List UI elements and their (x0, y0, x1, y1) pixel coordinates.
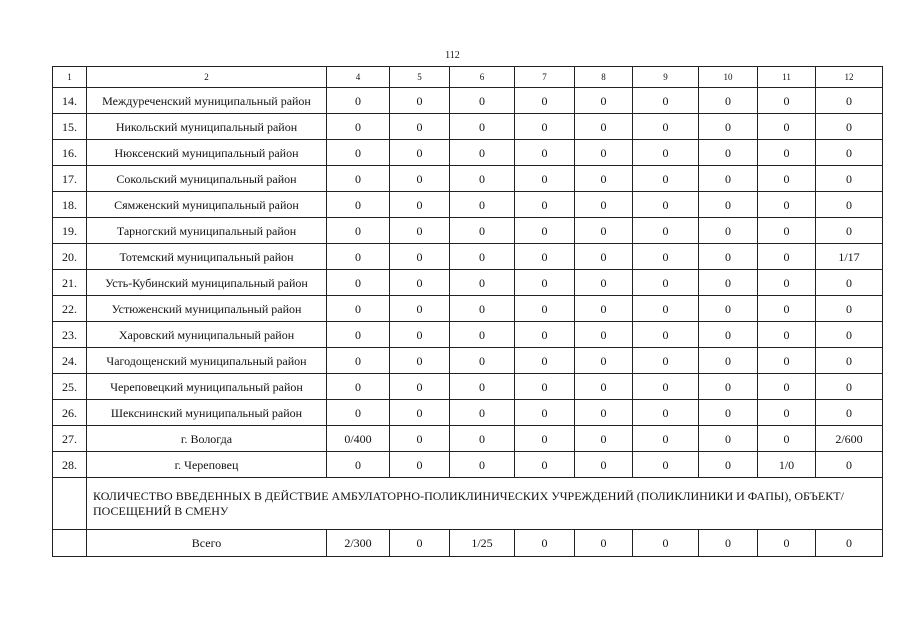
value-cell: 0 (327, 348, 390, 374)
value-cell: 0 (515, 218, 575, 244)
total-label: Всего (87, 530, 327, 557)
value-cell: 0 (699, 244, 758, 270)
value-cell: 0 (633, 400, 699, 426)
value-cell: 1/0 (758, 452, 816, 478)
value-cell: 0 (816, 270, 883, 296)
district-name: Сямженский муниципальный район (87, 192, 327, 218)
district-name: Череповецкий муниципальный район (87, 374, 327, 400)
row-number: 27. (53, 426, 87, 452)
table-row (53, 400, 883, 426)
value-cell: 0 (450, 192, 515, 218)
value-cell: 0 (758, 348, 816, 374)
value-cell: 0 (575, 322, 633, 348)
column-number: 4 (327, 67, 390, 88)
column-number-row (53, 67, 883, 88)
section-heading-row (53, 478, 883, 530)
value-cell: 0 (327, 192, 390, 218)
value-cell: 0 (450, 348, 515, 374)
table-row (53, 140, 883, 166)
value-cell: 0 (515, 426, 575, 452)
value-cell: 0 (515, 400, 575, 426)
value-cell: 0 (575, 192, 633, 218)
district-name: Харовский муниципальный район (87, 322, 327, 348)
value-cell: 0 (758, 296, 816, 322)
value-cell: 0 (575, 270, 633, 296)
value-cell: 0 (390, 322, 450, 348)
value-cell: 0 (816, 192, 883, 218)
value-cell: 0 (515, 322, 575, 348)
value-cell: 2/600 (816, 426, 883, 452)
data-table (52, 66, 883, 557)
value-cell: 0/400 (327, 426, 390, 452)
row-number: 15. (53, 114, 87, 140)
value-cell: 0 (758, 192, 816, 218)
column-number: 2 (87, 67, 327, 88)
row-number: 25. (53, 374, 87, 400)
value-cell: 0 (633, 88, 699, 114)
total-row (53, 530, 883, 557)
value-cell: 0 (633, 270, 699, 296)
value-cell: 0 (699, 218, 758, 244)
value-cell: 0 (390, 140, 450, 166)
value-cell: 0 (327, 452, 390, 478)
value-cell: 0 (575, 88, 633, 114)
value-cell: 0 (816, 348, 883, 374)
row-number: 18. (53, 192, 87, 218)
value-cell: 0 (327, 270, 390, 296)
table-row (53, 348, 883, 374)
value-cell: 0 (633, 114, 699, 140)
value-cell: 0 (633, 348, 699, 374)
value-cell: 0 (816, 400, 883, 426)
value-cell: 0 (515, 114, 575, 140)
value-cell: 0 (699, 270, 758, 296)
value-cell: 0 (758, 322, 816, 348)
empty-cell (53, 530, 87, 557)
row-number: 28. (53, 452, 87, 478)
district-name: г. Череповец (87, 452, 327, 478)
value-cell: 0 (450, 296, 515, 322)
row-number: 16. (53, 140, 87, 166)
total-value-cell: 0 (575, 530, 633, 557)
value-cell: 0 (758, 218, 816, 244)
value-cell: 0 (633, 244, 699, 270)
table-row (53, 426, 883, 452)
value-cell: 0 (515, 452, 575, 478)
value-cell: 0 (758, 426, 816, 452)
value-cell: 0 (390, 374, 450, 400)
value-cell: 0 (699, 296, 758, 322)
row-number: 17. (53, 166, 87, 192)
column-number: 8 (575, 67, 633, 88)
district-name: Тарногский муниципальный район (87, 218, 327, 244)
value-cell: 0 (390, 192, 450, 218)
total-value-cell: 2/300 (327, 530, 390, 557)
district-name: Тотемский муниципальный район (87, 244, 327, 270)
row-number: 20. (53, 244, 87, 270)
value-cell: 0 (450, 244, 515, 270)
value-cell: 0 (758, 140, 816, 166)
value-cell: 0 (515, 296, 575, 322)
column-number: 7 (515, 67, 575, 88)
value-cell: 0 (450, 114, 515, 140)
column-number: 9 (633, 67, 699, 88)
district-name: Сокольский муниципальный район (87, 166, 327, 192)
row-number: 23. (53, 322, 87, 348)
table-row (53, 374, 883, 400)
column-number: 10 (699, 67, 758, 88)
value-cell: 0 (699, 322, 758, 348)
district-name: Никольский муниципальный район (87, 114, 327, 140)
value-cell: 0 (450, 88, 515, 114)
table-row (53, 452, 883, 478)
column-number: 11 (758, 67, 816, 88)
table-row (53, 296, 883, 322)
value-cell: 0 (575, 426, 633, 452)
value-cell: 0 (515, 244, 575, 270)
row-number: 14. (53, 88, 87, 114)
district-name: Чагодощенский муниципальный район (87, 348, 327, 374)
district-name: Усть-Кубинский муниципальный район (87, 270, 327, 296)
value-cell: 0 (816, 296, 883, 322)
value-cell: 0 (327, 88, 390, 114)
value-cell: 0 (633, 166, 699, 192)
value-cell: 0 (575, 166, 633, 192)
value-cell: 0 (515, 270, 575, 296)
value-cell: 0 (515, 374, 575, 400)
row-number: 22. (53, 296, 87, 322)
value-cell: 0 (575, 218, 633, 244)
value-cell: 0 (633, 218, 699, 244)
section-title: КОЛИЧЕСТВО ВВЕДЕННЫХ В ДЕЙСТВИЕ АМБУЛАТОРНО-ПОЛИКЛИНИЧЕСКИХ УЧРЕЖДЕНИЙ (ПОЛИКЛИНИКИ И ФАПЫ), ОБЪЕКТ/ПОСЕЩЕНИЙ В СМЕНУ (87, 478, 883, 530)
total-value-cell: 0 (633, 530, 699, 557)
value-cell: 0 (327, 322, 390, 348)
value-cell: 0 (327, 296, 390, 322)
value-cell: 0 (327, 140, 390, 166)
value-cell: 0 (450, 140, 515, 166)
value-cell: 0 (816, 374, 883, 400)
table-row (53, 244, 883, 270)
value-cell: 0 (816, 88, 883, 114)
value-cell: 0 (390, 270, 450, 296)
row-number: 19. (53, 218, 87, 244)
table-row (53, 218, 883, 244)
value-cell: 0 (327, 400, 390, 426)
value-cell: 0 (515, 348, 575, 374)
value-cell: 0 (575, 400, 633, 426)
district-name: Нюксенский муниципальный район (87, 140, 327, 166)
row-number: 26. (53, 400, 87, 426)
value-cell: 0 (515, 88, 575, 114)
value-cell: 0 (450, 270, 515, 296)
value-cell: 0 (758, 88, 816, 114)
value-cell: 0 (515, 192, 575, 218)
value-cell: 0 (758, 270, 816, 296)
value-cell: 0 (450, 374, 515, 400)
column-number: 1 (53, 67, 87, 88)
value-cell: 0 (390, 218, 450, 244)
value-cell: 0 (633, 374, 699, 400)
value-cell: 0 (515, 166, 575, 192)
value-cell: 0 (390, 166, 450, 192)
value-cell: 0 (758, 166, 816, 192)
value-cell: 0 (575, 374, 633, 400)
value-cell: 0 (633, 322, 699, 348)
empty-cell (53, 478, 87, 530)
value-cell: 0 (450, 166, 515, 192)
value-cell: 1/17 (816, 244, 883, 270)
column-number: 5 (390, 67, 450, 88)
row-number: 24. (53, 348, 87, 374)
value-cell: 0 (390, 452, 450, 478)
row-number: 21. (53, 270, 87, 296)
value-cell: 0 (450, 322, 515, 348)
value-cell: 0 (699, 140, 758, 166)
district-name: Устюженский муниципальный район (87, 296, 327, 322)
value-cell: 0 (327, 374, 390, 400)
table-row (53, 166, 883, 192)
value-cell: 0 (699, 114, 758, 140)
value-cell: 0 (390, 244, 450, 270)
table-row (53, 192, 883, 218)
value-cell: 0 (575, 348, 633, 374)
value-cell: 0 (699, 374, 758, 400)
value-cell: 0 (699, 192, 758, 218)
value-cell: 0 (816, 114, 883, 140)
value-cell: 0 (390, 348, 450, 374)
value-cell: 0 (390, 114, 450, 140)
value-cell: 0 (699, 348, 758, 374)
value-cell: 0 (699, 426, 758, 452)
value-cell: 0 (633, 296, 699, 322)
district-name: Шекснинский муниципальный район (87, 400, 327, 426)
value-cell: 0 (816, 322, 883, 348)
value-cell: 0 (575, 140, 633, 166)
value-cell: 0 (758, 114, 816, 140)
column-number: 12 (816, 67, 883, 88)
value-cell: 0 (816, 140, 883, 166)
value-cell: 0 (758, 400, 816, 426)
value-cell: 0 (390, 88, 450, 114)
value-cell: 0 (758, 244, 816, 270)
page-number: 112 (445, 50, 460, 61)
total-value-cell: 0 (390, 530, 450, 557)
value-cell: 0 (515, 140, 575, 166)
table-row (53, 114, 883, 140)
value-cell: 0 (390, 296, 450, 322)
value-cell: 0 (327, 218, 390, 244)
total-value-cell: 0 (758, 530, 816, 557)
value-cell: 0 (633, 140, 699, 166)
value-cell: 0 (575, 244, 633, 270)
value-cell: 0 (699, 166, 758, 192)
value-cell: 0 (390, 400, 450, 426)
value-cell: 0 (450, 218, 515, 244)
table-row (53, 322, 883, 348)
table-row (53, 88, 883, 114)
total-value-cell: 0 (699, 530, 758, 557)
column-number: 6 (450, 67, 515, 88)
district-name: г. Вологда (87, 426, 327, 452)
value-cell: 0 (327, 166, 390, 192)
value-cell: 0 (575, 452, 633, 478)
value-cell: 0 (816, 452, 883, 478)
value-cell: 0 (450, 452, 515, 478)
total-value-cell: 0 (515, 530, 575, 557)
value-cell: 0 (327, 244, 390, 270)
value-cell: 0 (327, 114, 390, 140)
total-value-cell: 0 (816, 530, 883, 557)
value-cell: 0 (699, 452, 758, 478)
value-cell: 0 (816, 218, 883, 244)
total-value-cell: 1/25 (450, 530, 515, 557)
district-name: Междуреченский муниципальный район (87, 88, 327, 114)
value-cell: 0 (633, 452, 699, 478)
value-cell: 0 (699, 88, 758, 114)
value-cell: 0 (816, 166, 883, 192)
value-cell: 0 (699, 400, 758, 426)
value-cell: 0 (633, 192, 699, 218)
value-cell: 0 (575, 296, 633, 322)
value-cell: 0 (450, 400, 515, 426)
value-cell: 0 (575, 114, 633, 140)
table-row (53, 270, 883, 296)
value-cell: 0 (758, 374, 816, 400)
value-cell: 0 (633, 426, 699, 452)
value-cell: 0 (450, 426, 515, 452)
value-cell: 0 (390, 426, 450, 452)
